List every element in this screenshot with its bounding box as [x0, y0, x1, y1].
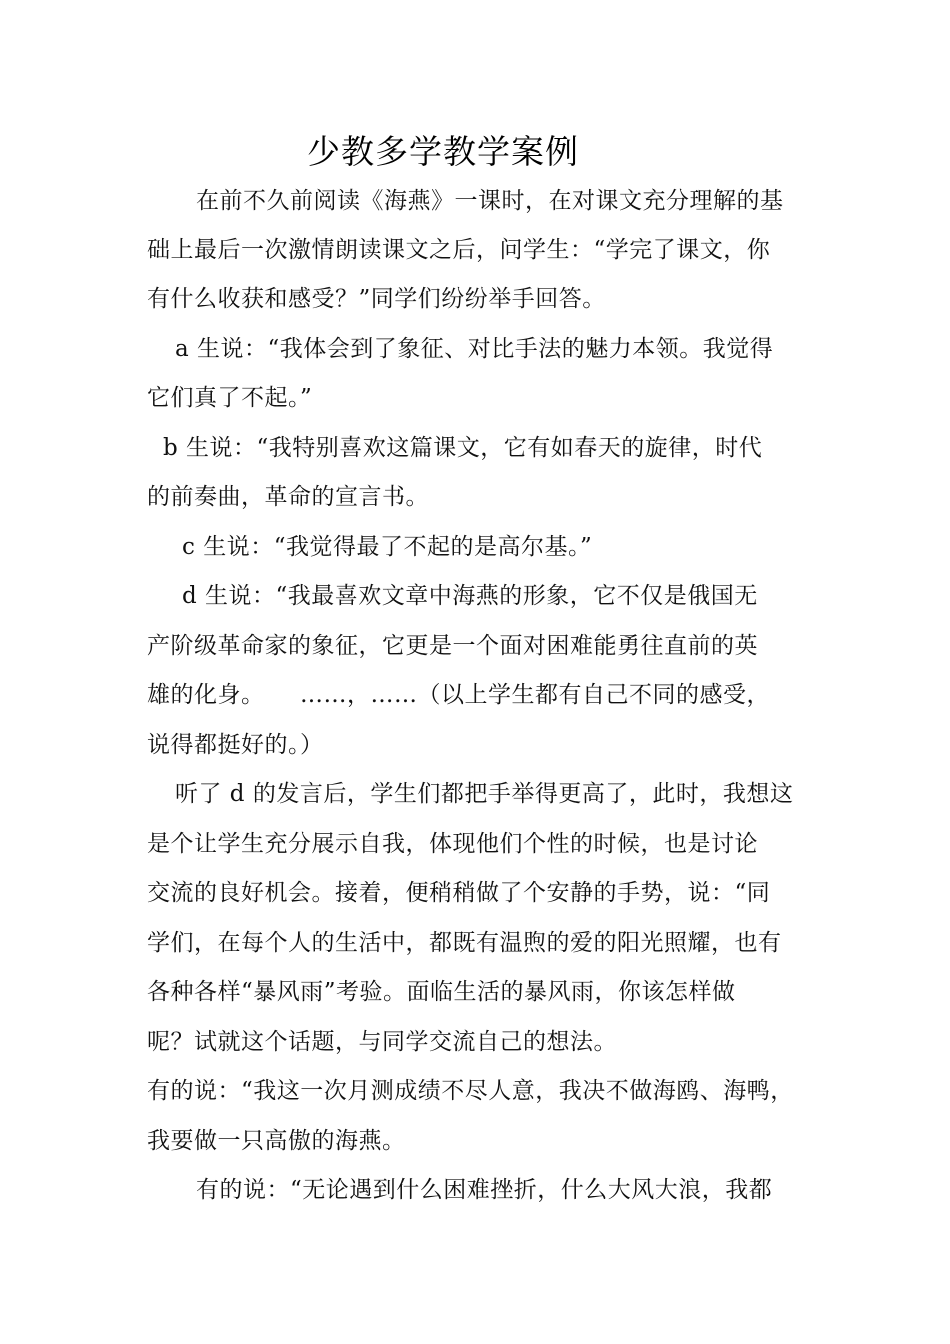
text-line: 础上最后一次激情朗读课文之后，问学生：“学完了课文，你	[147, 237, 771, 263]
text-line: 有的说：“我这一次月测成绩不尽人意，我决不做海鸥、海鸭，	[147, 1078, 794, 1104]
text-line: 产阶级革命家的象征，它更是一个面对困难能勇往直前的英	[147, 633, 758, 659]
text-line: 有什么收获和感受？”同学们纷纷举手回答。	[147, 286, 606, 312]
text-line: 说得都挺好的。）	[147, 732, 324, 758]
text-line: 听了 d 的发言后，学生们都把手举得更高了，此时，我想这	[175, 781, 794, 807]
text-line: 它们真了不起。”	[147, 385, 313, 411]
text-line: 我要做一只高傲的海燕。	[147, 1128, 406, 1154]
text-line: 学们，在每个人的生活中，都既有温煦的爱的阳光照耀，也有	[147, 930, 782, 956]
text-line: b 生说：“我特别喜欢这篇课文，它有如春天的旋律，时代	[163, 435, 763, 461]
text-line: 有的说：“无论遇到什么困难挫折，什么大风大浪，我都	[196, 1177, 773, 1203]
text-line: a 生说：“我体会到了象征、对比手法的魅力本领。我觉得	[175, 336, 774, 362]
text-line: d 生说：“我最喜欢文章中海燕的形象，它不仅是俄国无	[182, 583, 758, 609]
page-title: 少教多学教学案例	[307, 132, 579, 171]
text-line: 在前不久前阅读《海燕》一课时，在对课文充分理解的基	[196, 188, 784, 214]
text-line: 的前奏曲，革命的宣言书。	[147, 484, 429, 510]
text-line: 交流的良好机会。接着，便稍稍做了个安静的手势，说：“同	[147, 880, 771, 906]
text-line: c 生说：“我觉得最了不起的是高尔基。”	[182, 534, 593, 560]
text-line: 雄的化身。 ……，……（以上学生都有自己不同的感受，	[147, 682, 770, 708]
text-line: 各种各样“暴风雨”考验。面临生活的暴风雨，你该怎样做	[147, 979, 736, 1005]
text-line: 呢？试就这个话题，与同学交流自己的想法。	[147, 1029, 617, 1055]
text-line: 是个让学生充分展示自我，体现他们个性的时候，也是讨论	[147, 831, 758, 857]
